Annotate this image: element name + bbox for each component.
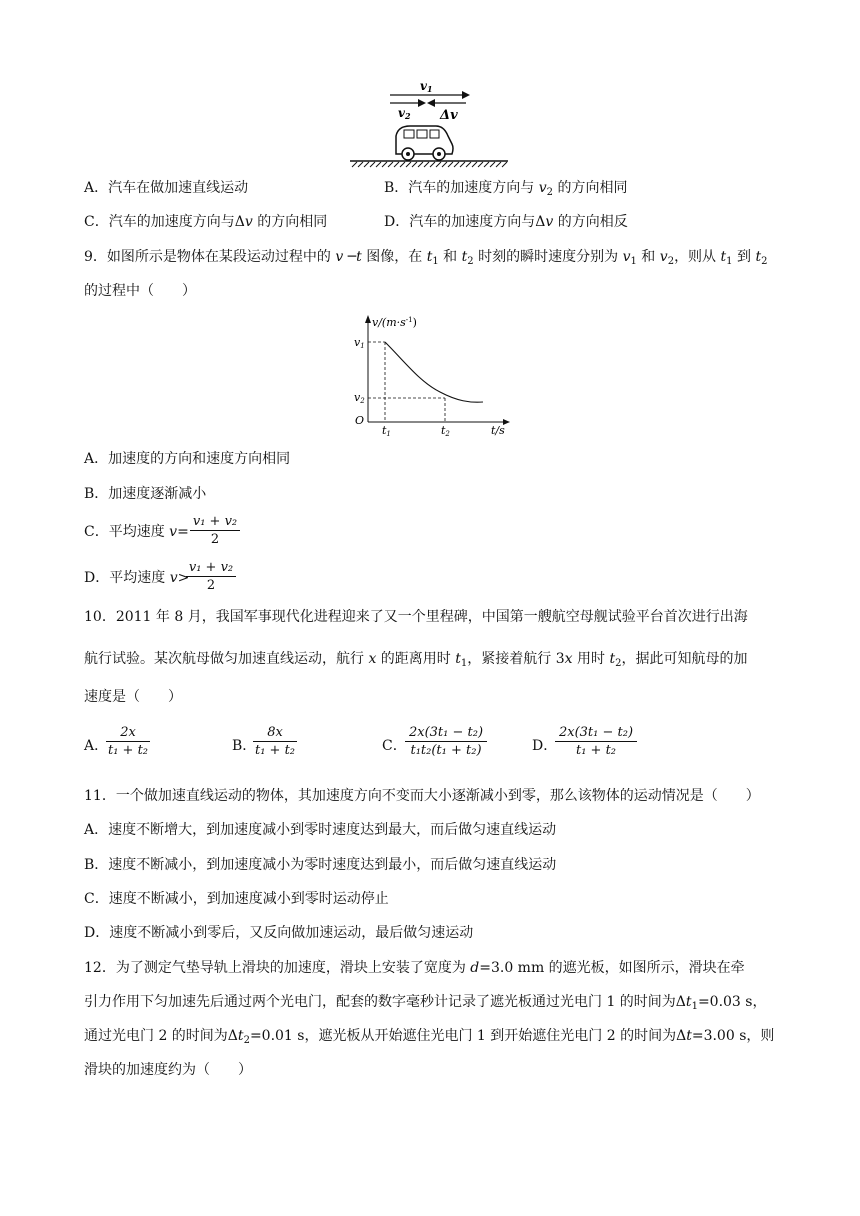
ground-hatch	[460, 162, 465, 167]
q11-option-a: A．速度不断增大，到加速度减小到零时速度达到最大，而后做匀速直线运动	[84, 822, 557, 838]
ground-hatch	[424, 162, 429, 167]
v1-label: v1	[420, 79, 433, 94]
q10-option-d-fraction: $\frac{\text{2x(3t₁ − t₂)}}{\text{t₁ + t₂}}$	[555, 725, 637, 758]
vt-v2-label: v2	[354, 391, 365, 405]
ground-hatch	[412, 162, 417, 167]
q9-option-b: B．加速度逐渐减小	[84, 486, 207, 502]
q12-stem-line1: 12．为了测定气垫导轨上滑块的加速度，滑块上安装了宽度为 d=3.0 mm 的遮光板，如图所示，滑块在牵	[84, 960, 745, 976]
q12-stem-line4: 滑块的加速度约为（ ）	[84, 1062, 252, 1078]
ground-hatch	[406, 162, 411, 167]
ground-hatch	[388, 162, 393, 167]
vt-v1-label: v1	[354, 336, 365, 350]
q10-stem-line1: 10．2011 年 8 月，我国军事现代化进程迎来了又一个里程碑，中国第一艘航空母舰试验平台首次进行出海	[84, 609, 748, 625]
q8-option-c: C．汽车的加速度方向与Δv 的方向相同	[84, 214, 328, 230]
ground-hatch	[394, 162, 399, 167]
q10-option-a-label: A．	[84, 738, 109, 754]
ground-hatch	[502, 162, 507, 167]
ground-hatch	[484, 162, 489, 167]
ground-hatch	[442, 162, 447, 167]
q10-option-d-label: D．	[532, 738, 558, 754]
delta-v-label: Δv	[440, 108, 458, 123]
q8-option-a: A．汽车在做加速直线运动	[84, 180, 249, 196]
ground-hatch	[430, 162, 435, 167]
ground-hatch	[436, 162, 441, 167]
q8-option-d: D．汽车的加速度方向与Δv 的方向相反	[384, 214, 628, 230]
q11-stem: 11．一个做加速直线运动的物体，其加速度方向不变而大小逐渐减小到零，那么该物体的运动情况是（ ）	[84, 788, 760, 804]
q9-option-a: A．加速度的方向和速度方向相同	[84, 451, 291, 467]
ground-hatch	[478, 162, 483, 167]
ground-hatch	[448, 162, 453, 167]
car-velocity-figure	[340, 78, 520, 172]
ground-hatch	[400, 162, 405, 167]
q8-option-b: B．汽车的加速度方向与 $v_2$ 的方向相同	[384, 180, 628, 198]
vt-origin-label: O	[355, 414, 365, 427]
q11-option-b: B．速度不断减小，到加速度减小为零时速度达到最小，而后做匀速直线运动	[84, 857, 557, 873]
q9-option-d-fraction: $\frac{\text{v₁ + v₂}}{2}$	[186, 560, 236, 593]
vt-t2-label: t2	[441, 424, 450, 438]
ground-hatch	[418, 162, 423, 167]
ground-hatch	[490, 162, 495, 167]
ground-hatch	[472, 162, 477, 167]
q10-option-a-fraction: $\frac{2x}{\text{t₁ + t₂}}$	[107, 725, 149, 758]
ground-hatch	[364, 162, 369, 167]
q10-option-b-fraction: $\frac{8x}{\text{t₁ + t₂}}$	[254, 725, 296, 758]
ground-hatch	[352, 162, 357, 167]
q10-option-c-label: C．	[382, 738, 407, 754]
q9-option-c-fraction: $\frac{\text{v₁ + v₂}}{2}$	[190, 514, 240, 547]
q11-option-c: C．速度不断减小，到加速度减小到零时运动停止	[84, 891, 389, 907]
ground-hatch	[454, 162, 459, 167]
q9-stem-line2: 的过程中（ ）	[84, 283, 196, 299]
ground-hatch	[466, 162, 471, 167]
q12-stem-line3: 通过光电门 2 的时间为$\Delta t_2=0.01$ s，遮光板从开始遮住光电门 1 到开始遮住光电门 2 的时间为Δt=3.00 s，则	[84, 1028, 775, 1046]
q10-stem-line2: 航行试验。某次航母做匀加速直线运动，航行 x 的距离用时 $t_1$，紧接着航行 3x 用时 $t_2$，据此可知航母的加	[84, 651, 748, 669]
q10-stem-line3: 速度是（ ）	[84, 689, 182, 705]
ground-hatch	[358, 162, 363, 167]
q11-option-d: D．速度不断减小到零后，又反向做加速运动，最后做匀速运动	[84, 925, 474, 941]
q10-option-c-fraction: $\frac{\text{2x(3t₁ − t₂)}}{\text{t₁t₂(t₁ + t₂)}}$	[405, 725, 487, 758]
vt-xlabel: t/s	[491, 424, 505, 437]
vt-t1-label: t1	[382, 424, 391, 438]
v2-label: v2	[398, 106, 411, 121]
ground-hatch	[382, 162, 387, 167]
q10-option-b-label: B．	[232, 738, 257, 754]
q9-option-c: C．平均速度 v=	[84, 524, 189, 540]
vt-curve	[385, 342, 483, 402]
ground-hatch	[370, 162, 375, 167]
ground-hatch	[496, 162, 501, 167]
q12-stem-line2: 引力作用下匀加速先后通过两个光电门，配套的数字毫秒计记录了遮光板通过光电门 1 的时间为$\Delta t_1=0.03$ s，	[84, 994, 767, 1012]
vt-ylabel: $v/(m\cdot s^{-1})$	[372, 316, 417, 329]
q9-stem-line1: 9．如图所示是物体在某段运动过程中的 v ─t 图像，在 $t_1$ 和 $t_2$ 时刻的瞬时速度分别为 $v_1$ 和 $v_2$，则从 $t_1$ 到 $t_2$	[84, 249, 768, 267]
vt-graph	[345, 310, 515, 440]
ground-hatch	[376, 162, 381, 167]
q9-option-d: D．平均速度 v>	[84, 570, 190, 586]
